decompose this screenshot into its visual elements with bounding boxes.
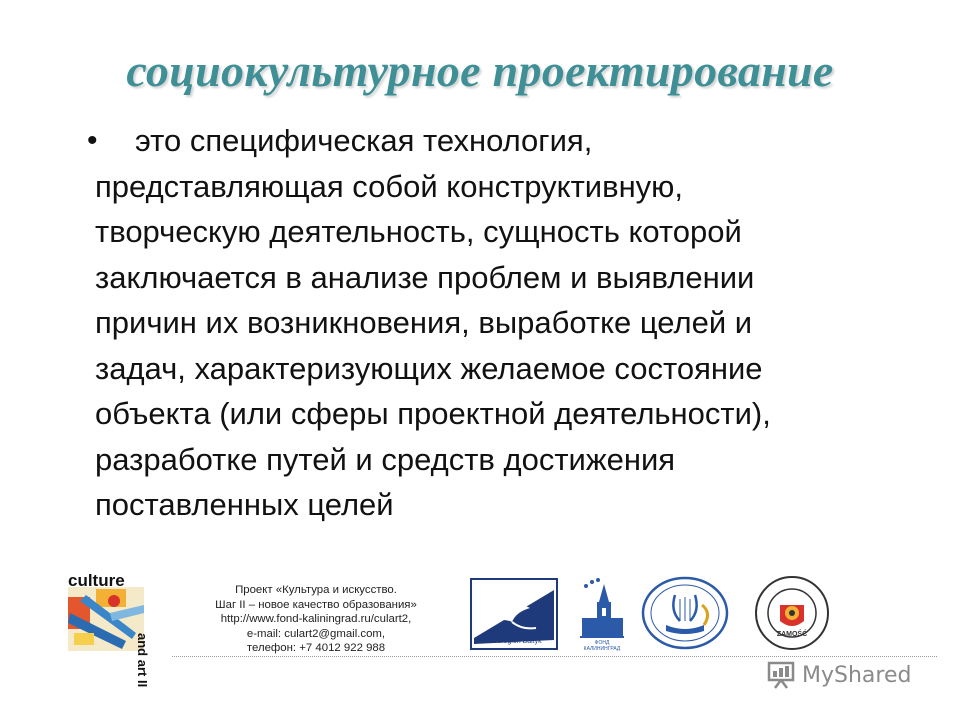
project-info-line: Шаг II – новое качество образования» [215, 598, 417, 611]
paragraph-line: объекта (или сферы проектной деятельности), [95, 396, 771, 431]
project-info-line: телефон: +7 4012 922 988 [246, 642, 386, 655]
culture-logo-word: culture [68, 571, 125, 590]
culture-art-logo [66, 571, 178, 688]
paragraph-line: это специфическая технология, [135, 123, 593, 158]
presentation-board-icon [766, 661, 796, 689]
zamosc-emblem-graphic [746, 575, 838, 651]
watermark-text: MyShared [802, 662, 912, 688]
paragraph-line: творческую деятельность, сущность которой [95, 214, 742, 249]
slide-title: социокультурное проектирование [126, 45, 834, 96]
myshared-watermark [766, 658, 911, 692]
definition-paragraph [87, 118, 900, 528]
footer-divider [172, 656, 937, 657]
project-info-line: http://www.fond-kaliningrad.ru/culart2, [220, 613, 412, 626]
project-info-line: e-mail: culart2@gmail.com, [246, 627, 386, 640]
paragraph-line: задач, характеризующих желаемое состояние [95, 350, 763, 386]
lyre-emblem-graphic [640, 575, 730, 651]
zamosc-caption: ZAMOŚĆ [776, 631, 808, 638]
euroregion-logo [470, 578, 558, 650]
fond-caption: ФОНД КАЛИНИНГРАД [583, 640, 621, 652]
euroregion-caption: Euroregion Baltyk [486, 638, 542, 645]
paragraph-line: поставленных целей [95, 487, 394, 522]
paragraph-line: заключается в анализе проблем и выявлении [95, 259, 755, 295]
paragraph-line: разработке путей и средств достижения [95, 441, 676, 477]
paragraph-line: причин их возникновения, выработке целей и [95, 305, 753, 340]
fond-kaliningrad-logo [578, 578, 626, 650]
culture-logo-subword: and art II [135, 633, 150, 688]
project-info [186, 583, 446, 656]
project-info-line: Проект «Культура и искусство. [235, 584, 397, 596]
fond-kaliningrad-logo-graphic [578, 578, 626, 642]
zamosc-emblem-logo [746, 575, 838, 651]
bullet-icon: • [87, 124, 98, 157]
paragraph-line: представляющая собой конструктивную, [95, 168, 684, 204]
lyre-emblem-logo [640, 575, 730, 651]
